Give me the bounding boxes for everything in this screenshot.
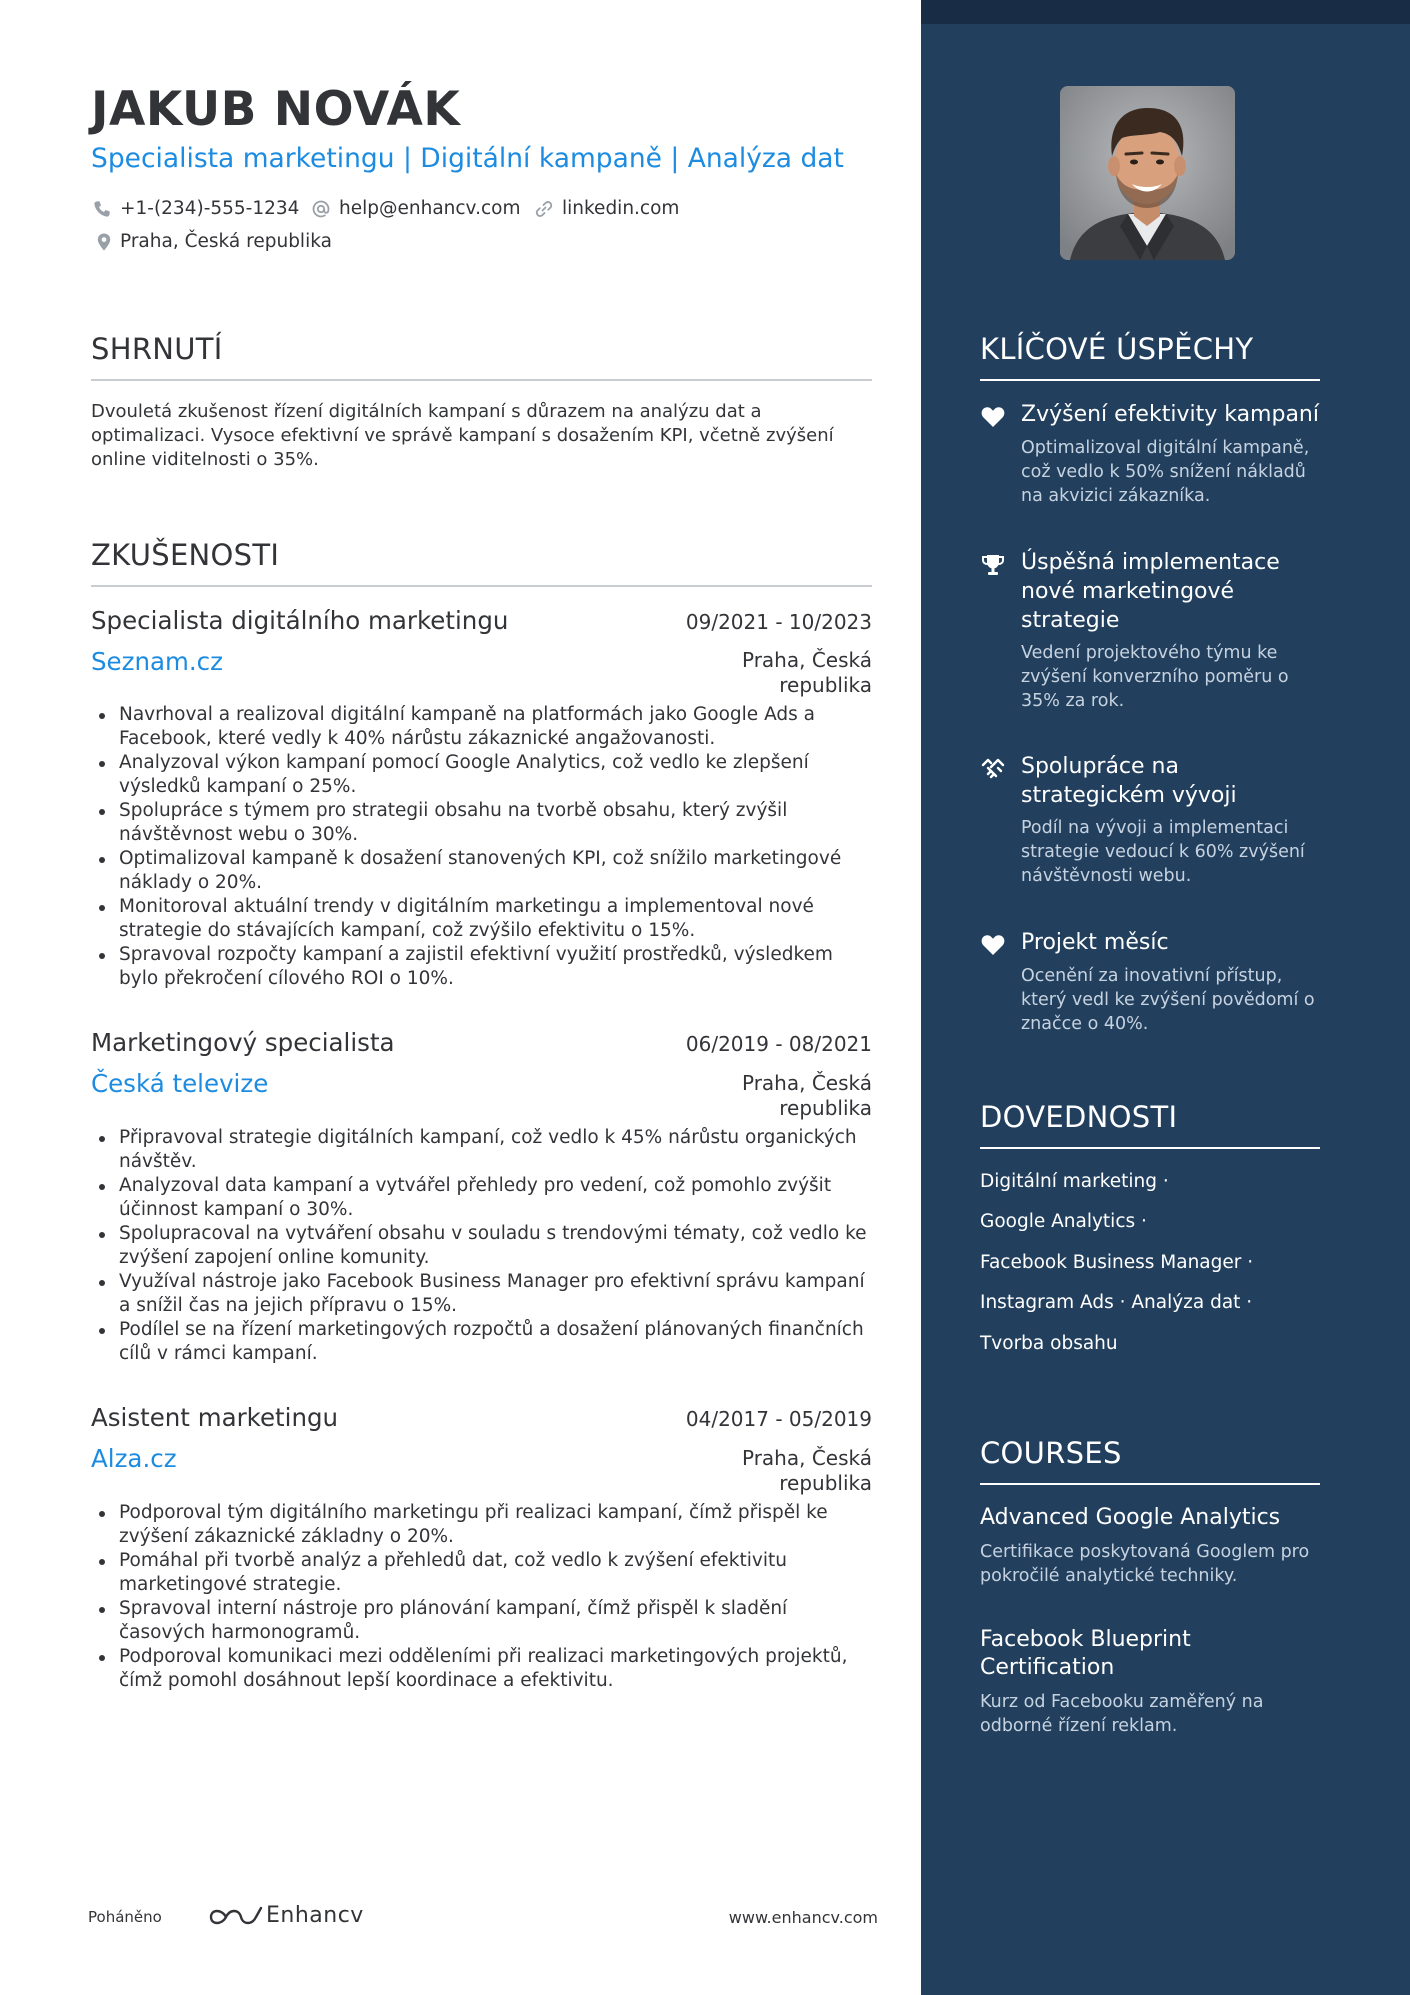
- job-bullet: Podporoval komunikaci mezi odděleními při realizaci marketingových projektů, čímž pomohl dosáhnout lepší koordinace a efektivitu.: [91, 1645, 876, 1693]
- skill-line: Tvorba obsahu: [980, 1333, 1118, 1354]
- skill-line: Facebook Business Manager ·: [980, 1252, 1254, 1273]
- skill-line: Digitální marketing ·: [980, 1171, 1169, 1192]
- job-bullet: Navrhoval a realizoval digitální kampaně na platformách jako Google Ads a Facebook, které vedly k 40% nárůstu zákaznické angažovanosti.: [91, 703, 876, 751]
- job-company: Alza.cz: [91, 1444, 177, 1473]
- course-title: Facebook Blueprint Certification: [980, 1627, 1191, 1680]
- achievement-title: Úspěšná implementace nové marketingové strategie: [1021, 550, 1280, 633]
- candidate-name: JAKUB NOVÁK: [91, 82, 461, 137]
- profile-photo: [1060, 86, 1235, 260]
- footer-powered-label: Poháněno: [88, 1908, 162, 1926]
- location-pin-icon: [94, 232, 114, 252]
- sidebar-top-strip: [921, 0, 1410, 24]
- job-dates: 04/2017 - 05/2019: [685, 1407, 872, 1431]
- job-title: Specialista digitálního marketingu: [91, 606, 509, 635]
- job-bullet: Analyzoval výkon kampaní pomocí Google Analytics, což vedlo ke zlepšení výsledků kampaní o 25%.: [91, 751, 876, 799]
- achievement-desc: Optimalizoval digitální kampaně, což vedlo k 50% snížení nákladů na akvizici zákazníka.: [1021, 438, 1310, 506]
- achievement-item: [980, 928, 1320, 1038]
- job-title: Marketingový specialista: [91, 1028, 395, 1057]
- summary-text: Dvouletá zkušenost řízení digitálních kampaní s důrazem na analýzu dat a optimalizaci. Vysoce efektivní ve správě kampaní s dosažením KPI, včetně zvýšení online viditelnosti o 35%.: [91, 401, 834, 470]
- job-bullet: Připravoval strategie digitálních kampaní, což vedlo k 45% nárůstu organických návštěv.: [91, 1126, 876, 1174]
- email-link[interactable]: help@enhancv.com: [339, 198, 521, 219]
- job-bullet: Podílel se na řízení marketingových rozpočtů a dosažení plánovaných finančních cílů v rámci kampaní.: [91, 1318, 876, 1366]
- job-bullet: Pomáhal při tvorbě analýz a přehledů dat, což vedlo k zvýšení efektivitu marketingové strategie.: [91, 1549, 876, 1597]
- skills-heading: DOVEDNOSTI: [980, 1100, 1320, 1149]
- job-title: Asistent marketingu: [91, 1403, 339, 1432]
- skill-line: Instagram Ads · Analýza dat ·: [980, 1292, 1253, 1313]
- job-dates: 06/2019 - 08/2021: [685, 1032, 872, 1056]
- course-desc: Certifikace poskytovaná Googlem pro pokročilé analytické techniky.: [980, 1542, 1310, 1586]
- resume-sidebar: [921, 0, 1410, 1995]
- achievement-item: [980, 548, 1320, 718]
- skill-line: Google Analytics ·: [980, 1211, 1147, 1232]
- achievements-heading: KLÍČOVÉ ÚSPĚCHY: [980, 332, 1320, 381]
- job-bullet: Využíval nástroje jako Facebook Business Manager pro efektivní správu kampaní a snížil čas na jejich přípravu o 15%.: [91, 1270, 876, 1318]
- footer-url[interactable]: www.enhancv.com: [728, 1908, 878, 1927]
- summary-heading: SHRNUTÍ: [91, 332, 872, 381]
- achievement-desc: Ocenění za inovativní přístup, který vedl ke zvýšení povědomí o značce o 40%.: [1021, 966, 1315, 1034]
- handshake-icon: [980, 756, 1006, 782]
- skills-section: [980, 1100, 1320, 1360]
- achievement-desc: Podíl na vývoji a implementaci strategie vedoucí k 60% zvýšení návštěvnosti webu.: [1021, 818, 1305, 886]
- job-location: Praha, Česká republika: [741, 1446, 872, 1495]
- job-location: Praha, Česká republika: [741, 648, 872, 697]
- job-location: Praha, Česká republika: [741, 1071, 872, 1120]
- link-icon: [534, 199, 554, 219]
- achievement-title: Zvýšení efektivity kampaní: [1021, 402, 1319, 427]
- phone-number[interactable]: +1-(234)-555-1234: [120, 198, 300, 219]
- job-bullet: Spravoval rozpočty kampaní a zajistil efektivní využití prostředků, výsledkem bylo překročení cílového ROI o 10%.: [91, 943, 876, 991]
- candidate-subtitle: Specialista marketingu | Digitální kampaně | Analýza dat: [91, 143, 844, 174]
- achievement-title: Spolupráce na strategickém vývoji: [1021, 754, 1237, 808]
- job-bullet: Monitoroval aktuální trendy v digitálním marketingu a implementoval nové strategie do stávajících kampaní, což zvýšilo efektivitu o 15%.: [91, 895, 876, 943]
- achievement-desc: Vedení projektového týmu ke zvýšení konverzního poměru o 35% za rok.: [1021, 643, 1289, 711]
- course-desc: Kurz od Facebooku zaměřený na odborné řízení reklam.: [980, 1692, 1264, 1736]
- at-icon: [311, 199, 331, 219]
- job-bullet: Analyzoval data kampaní a vytvářel přehledy pro vedení, což pomohlo zvýšit účinnost kampaní o 30%.: [91, 1174, 876, 1222]
- job-bullet: Spolupráce s týmem pro strategii obsahu na tvorbě obsahu, který zvýšil návštěvnost webu o 30%.: [91, 799, 876, 847]
- job-company: Seznam.cz: [91, 647, 224, 676]
- course-title: Advanced Google Analytics: [980, 1505, 1281, 1530]
- footer-brand[interactable]: Enhancv: [266, 1903, 364, 1928]
- job-bullet: Podporoval tým digitálního marketingu při realizaci kampaní, čímž přispěl ke zvýšení zákaznické základny o 20%.: [91, 1501, 876, 1549]
- job-bullets: [91, 703, 876, 991]
- courses-heading: COURSES: [980, 1436, 1320, 1485]
- achievement-item: [980, 400, 1320, 510]
- job-bullets: [91, 1501, 876, 1693]
- job-dates: 09/2021 - 10/2023: [685, 610, 872, 634]
- linkedin-link[interactable]: linkedin.com: [562, 198, 680, 219]
- job-company: Česká televize: [91, 1069, 269, 1098]
- phone-icon: [92, 199, 112, 219]
- achievement-item: [980, 752, 1320, 892]
- experience-heading: ZKUŠENOSTI: [91, 538, 872, 587]
- trophy-icon: [980, 552, 1006, 578]
- heart-icon: [980, 404, 1006, 430]
- courses-section: [980, 1436, 1320, 1746]
- achievements-section: [980, 332, 1320, 1052]
- job-bullet: Spravoval interní nástroje pro plánování kampaní, čímž přispěl k sladění časových harmonogramů.: [91, 1597, 876, 1645]
- job-bullet: Optimalizoval kampaně k dosažení stanovených KPI, což snížilo marketingové náklady o 20%.: [91, 847, 876, 895]
- job-bullets: [91, 1126, 876, 1366]
- job-bullet: Spolupracoval na vytváření obsahu v souladu s trendovými tématy, což vedlo ke zvýšení zapojení online komunity.: [91, 1222, 876, 1270]
- achievement-title: Projekt měsíc: [1021, 930, 1169, 955]
- enhancv-logo-icon[interactable]: [206, 1900, 266, 1934]
- location-text: Praha, Česká republika: [120, 231, 332, 252]
- heart-icon: [980, 932, 1006, 958]
